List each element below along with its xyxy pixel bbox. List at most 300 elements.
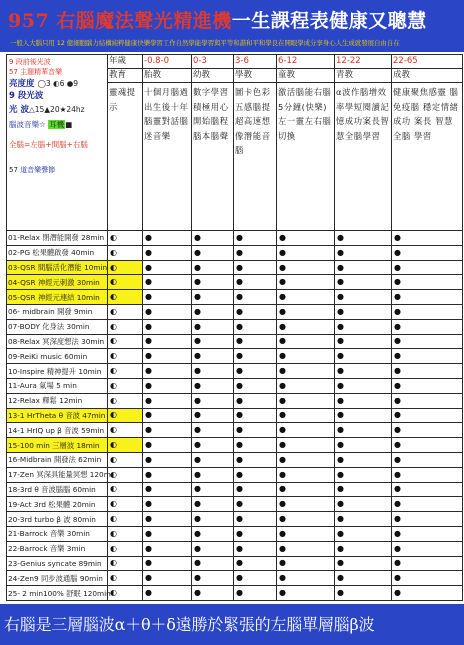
half-circle-icon: ◐ <box>108 290 143 305</box>
full-circle-icon: ● <box>277 586 335 601</box>
full-circle-icon: ● <box>392 541 463 556</box>
legend-footer-text: 道音樂聲節 <box>20 166 56 174</box>
full-circle-icon: ● <box>277 497 335 512</box>
full-circle-icon: ● <box>277 245 335 260</box>
full-circle-icon: ● <box>392 497 463 512</box>
half-circle-icon: ◐ <box>108 526 143 541</box>
track-duration: 30min <box>76 277 100 287</box>
keyword-cell-0: 教育 <box>108 69 143 83</box>
track-row <box>7 408 463 423</box>
full-circle-icon: ● <box>234 378 277 393</box>
track-name-cell <box>7 305 108 320</box>
track-row <box>7 556 463 571</box>
keyword-cell-5: 青教 <box>335 69 392 83</box>
track-row <box>7 423 463 438</box>
track-duration: 120min <box>83 588 111 598</box>
track-duration: 30min <box>66 529 90 539</box>
track-row <box>7 438 463 453</box>
track-name-cell <box>7 260 108 275</box>
full-circle-icon: ● <box>143 438 192 453</box>
half-circle-icon: ◐ <box>108 571 143 586</box>
full-circle-icon: ● <box>277 423 335 438</box>
track-row <box>7 467 463 482</box>
description-cell-2: 數字學習積極用心開始腦程腦本腦聲 <box>192 83 234 231</box>
description-cell-5: α波作腦增效率學短閱讀記憶成功案長智慧全腦學習 <box>335 83 392 231</box>
track-name-cell <box>7 467 111 482</box>
track-duration: 20min <box>72 499 96 509</box>
track-row <box>7 452 463 467</box>
track-name-cell <box>7 512 108 527</box>
legend-formula: 全腦=左腦+間腦+右腦 <box>9 140 88 149</box>
half-circle-icon: ◐ <box>108 452 143 467</box>
full-circle-icon: ● <box>392 438 463 453</box>
full-circle-icon: ● <box>143 408 192 423</box>
track-name: 15-100 min 三層波 <box>8 440 75 450</box>
light-wave-label: 光 波 <box>9 105 29 115</box>
track-duration: 30min <box>66 322 90 332</box>
full-circle-icon: ● <box>234 571 277 586</box>
track-name: 16-Midbrain 開發法 <box>8 455 76 465</box>
track-duration: 10min <box>78 366 102 376</box>
full-circle-icon: ● <box>392 290 463 305</box>
header-banner <box>0 0 464 52</box>
full-circle-icon: ● <box>392 231 463 246</box>
half-circle-icon: ◐ <box>108 349 143 364</box>
full-circle-icon: ● <box>335 438 392 453</box>
full-circle-icon: ● <box>392 586 463 601</box>
brightness-options: ◯3 ◐6 ●9 <box>37 79 79 88</box>
full-circle-icon: ● <box>143 423 192 438</box>
track-name: 08-Relax 冥深度想法 <box>8 336 79 346</box>
full-circle-icon: ● <box>234 231 277 246</box>
track-row <box>7 586 463 601</box>
track-row <box>7 245 463 260</box>
track-name: 18-3rd θ 音波腦腦 <box>8 484 71 494</box>
full-circle-icon: ● <box>234 245 277 260</box>
track-duration: 60min <box>72 484 96 494</box>
full-circle-icon: ● <box>277 334 335 349</box>
track-name: 13-1 HrTheta θ 音波 <box>8 410 80 420</box>
full-circle-icon: ● <box>234 467 277 482</box>
full-circle-icon: ● <box>392 260 463 275</box>
track-name-cell <box>7 438 108 453</box>
legend-line-1 <box>9 57 105 67</box>
legend-line-1-num: 9 <box>9 58 14 66</box>
full-circle-icon: ● <box>143 305 192 320</box>
track-name-cell <box>7 482 108 497</box>
age-cell-3: 3-6 <box>234 55 277 69</box>
full-circle-icon: ● <box>143 526 192 541</box>
full-circle-icon: ● <box>392 423 463 438</box>
track-name-cell <box>7 423 108 438</box>
description-cell-4: 激活腦能右腦5分鐘(快樂)左一靈左右腦切換 <box>277 83 335 231</box>
full-circle-icon: ● <box>192 512 234 527</box>
track-duration: 3min <box>66 544 86 554</box>
track-name: 06- midbrain 開發 <box>8 307 72 317</box>
track-name-cell <box>7 408 108 423</box>
full-circle-icon: ● <box>277 512 335 527</box>
track-duration: 80min <box>72 514 96 524</box>
legend-music <box>9 119 105 131</box>
full-circle-icon: ● <box>335 290 392 305</box>
full-circle-icon: ● <box>335 408 392 423</box>
track-name-cell <box>7 364 108 379</box>
full-circle-icon: ● <box>392 319 463 334</box>
full-circle-icon: ● <box>392 512 463 527</box>
full-circle-icon: ● <box>277 290 335 305</box>
full-circle-icon: ● <box>143 556 192 571</box>
full-circle-icon: ● <box>392 305 463 320</box>
full-circle-icon: ● <box>192 497 234 512</box>
track-duration: 40min <box>71 248 95 258</box>
legend-footer <box>9 165 105 175</box>
track-name: 10-Inspire 精神提升 <box>8 366 76 376</box>
half-circle-icon: ◐ <box>108 556 143 571</box>
full-circle-icon: ● <box>143 541 192 556</box>
full-circle-icon: ● <box>392 393 463 408</box>
full-circle-icon: ● <box>143 378 192 393</box>
age-cell-2: 0-3 <box>192 55 234 69</box>
full-circle-icon: ● <box>277 364 335 379</box>
full-circle-icon: ● <box>143 586 192 601</box>
full-circle-icon: ● <box>277 378 335 393</box>
half-circle-icon: ◐ <box>108 231 143 246</box>
full-circle-icon: ● <box>143 393 192 408</box>
brightness-label: 亮度度 <box>9 79 35 89</box>
half-circle-icon: ◐ <box>108 305 143 320</box>
track-duration: 47min <box>82 410 106 420</box>
track-row <box>7 364 463 379</box>
full-circle-icon: ● <box>234 497 277 512</box>
track-name-cell <box>7 497 108 512</box>
track-name: 12-Relax 釋鬆 <box>8 396 57 406</box>
full-circle-icon: ● <box>335 541 392 556</box>
legend-line-2-text: 主題精華音樂 <box>20 68 63 76</box>
full-circle-icon: ● <box>192 349 234 364</box>
full-circle-icon: ● <box>277 541 335 556</box>
full-circle-icon: ● <box>277 408 335 423</box>
half-circle-icon: ◐ <box>108 482 143 497</box>
full-circle-icon: ● <box>143 349 192 364</box>
full-circle-icon: ● <box>234 393 277 408</box>
track-name: 03-QSR 間腦活化潛能 <box>8 262 82 272</box>
full-circle-icon: ● <box>277 482 335 497</box>
track-row <box>7 541 463 556</box>
full-circle-icon: ● <box>335 512 392 527</box>
legend-line-1-text: 段前後光波 <box>15 58 51 66</box>
track-row <box>7 497 463 512</box>
full-circle-icon: ● <box>234 305 277 320</box>
full-circle-icon: ● <box>192 556 234 571</box>
track-name: 17-Zen 冥深具能量冥想 <box>8 470 88 480</box>
full-circle-icon: ● <box>143 245 192 260</box>
track-duration: 12min <box>59 396 83 406</box>
full-circle-icon: ● <box>277 452 335 467</box>
track-row <box>7 512 463 527</box>
full-circle-icon: ● <box>335 526 392 541</box>
full-circle-icon: ● <box>277 393 335 408</box>
full-circle-icon: ● <box>234 408 277 423</box>
full-circle-icon: ● <box>143 260 192 275</box>
legend-footer-num: 57 <box>9 166 18 174</box>
half-circle-icon: ◐ <box>108 393 143 408</box>
full-circle-icon: ● <box>392 452 463 467</box>
full-circle-icon: ● <box>392 556 463 571</box>
full-circle-icon: ● <box>335 393 392 408</box>
half-circle-icon: ◐ <box>108 319 143 334</box>
full-circle-icon: ● <box>143 482 192 497</box>
track-row <box>7 526 463 541</box>
footer-text: 右腦是三層腦波α＋θ＋δ遠勝於緊張的左腦單層腦β波 <box>4 615 375 634</box>
half-circle-icon: ◐ <box>108 364 143 379</box>
full-circle-icon: ● <box>234 541 277 556</box>
track-name: 07-BODY 化身法 <box>8 322 65 332</box>
full-circle-icon: ● <box>234 260 277 275</box>
full-circle-icon: ● <box>392 482 463 497</box>
title-main: 957 右腦魔法聲光精進機 <box>8 10 232 32</box>
full-circle-icon: ● <box>192 423 234 438</box>
track-duration: 9min <box>74 307 93 317</box>
full-circle-icon: ● <box>143 275 192 290</box>
track-name-cell <box>7 349 108 364</box>
full-circle-icon: ● <box>335 305 392 320</box>
full-circle-icon: ● <box>192 467 234 482</box>
full-circle-icon: ● <box>335 334 392 349</box>
full-circle-icon: ● <box>277 526 335 541</box>
full-circle-icon: ● <box>143 497 192 512</box>
full-circle-icon: ● <box>277 231 335 246</box>
age-cell-0: 年歲 <box>108 55 143 69</box>
full-circle-icon: ● <box>335 497 392 512</box>
track-name: 25- 2 min100% 舒眠 <box>8 588 81 598</box>
page-subtitle: 一般人大腦只用 12 億細胞腦力結構純粹健康快樂學習工作自然學能學習與平等和諧和平和學良在開眼學成分享身心人生成就發展自由自在 <box>10 39 400 47</box>
track-name: 01-Relax 閉潛能開發 <box>8 233 79 243</box>
track-row <box>7 319 463 334</box>
track-duration: 89min <box>78 558 102 568</box>
full-circle-icon: ● <box>335 556 392 571</box>
track-row <box>7 305 463 320</box>
track-name: 23-Genius syncate <box>8 558 77 568</box>
full-circle-icon: ● <box>192 231 234 246</box>
full-circle-icon: ● <box>335 378 392 393</box>
track-duration: 18min <box>76 440 100 450</box>
track-row <box>7 231 463 246</box>
full-circle-icon: ● <box>277 275 335 290</box>
track-name-cell <box>7 571 108 586</box>
music-star-icon: ☆ <box>39 120 49 129</box>
half-circle-icon: ◐ <box>108 586 143 601</box>
track-name-cell <box>7 290 108 305</box>
full-circle-icon: ● <box>192 482 234 497</box>
full-circle-icon: ● <box>143 512 192 527</box>
track-name: 20-3rd turbo β 波 <box>8 514 71 524</box>
track-name: 05-QSR 神經元連結 <box>8 292 75 302</box>
full-circle-icon: ● <box>392 364 463 379</box>
track-row <box>7 349 463 364</box>
keyword-cell-3: 學教 <box>234 69 277 83</box>
track-name: 21-Barrock 音樂 <box>8 529 65 539</box>
schedule-table <box>6 54 463 601</box>
full-circle-icon: ● <box>335 245 392 260</box>
track-name-cell <box>7 452 108 467</box>
description-cell-0: 靈魂提示 <box>108 83 143 231</box>
half-circle-icon: ◐ <box>108 497 143 512</box>
full-circle-icon: ● <box>335 275 392 290</box>
track-name: 14-1 HrIQ up β 音波 <box>8 425 79 435</box>
description-cell-3: 圖卡色彩五感腦提超高速想像潛能音腦 <box>234 83 277 231</box>
full-circle-icon: ● <box>192 571 234 586</box>
track-name-cell <box>7 275 108 290</box>
track-name: 09-ReiKi music <box>8 351 62 361</box>
full-circle-icon: ● <box>234 364 277 379</box>
full-circle-icon: ● <box>192 334 234 349</box>
full-circle-icon: ● <box>192 290 234 305</box>
full-circle-icon: ● <box>392 408 463 423</box>
footer-banner <box>0 604 464 645</box>
half-circle-icon: ◐ <box>108 245 143 260</box>
full-circle-icon: ● <box>143 334 192 349</box>
music-label: 腦波音樂 <box>9 120 39 129</box>
full-circle-icon: ● <box>335 260 392 275</box>
full-circle-icon: ● <box>192 245 234 260</box>
full-circle-icon: ● <box>234 512 277 527</box>
full-circle-icon: ● <box>192 393 234 408</box>
keyword-cell-6: 成教 <box>392 69 463 83</box>
full-circle-icon: ● <box>234 438 277 453</box>
full-circle-icon: ● <box>143 452 192 467</box>
legend-light-wave <box>9 103 105 116</box>
full-circle-icon: ● <box>335 349 392 364</box>
track-row <box>7 275 463 290</box>
legend-light: 9 段光波 <box>9 91 44 101</box>
full-circle-icon: ● <box>392 349 463 364</box>
full-circle-icon: ● <box>234 586 277 601</box>
full-circle-icon: ● <box>192 260 234 275</box>
full-circle-icon: ● <box>192 526 234 541</box>
full-circle-icon: ● <box>143 571 192 586</box>
full-circle-icon: ● <box>234 334 277 349</box>
full-circle-icon: ● <box>277 260 335 275</box>
half-circle-icon: ◐ <box>108 512 143 527</box>
full-circle-icon: ● <box>234 556 277 571</box>
track-duration: 90min <box>79 573 103 583</box>
full-circle-icon: ● <box>143 231 192 246</box>
half-circle-icon: ◐ <box>108 408 143 423</box>
track-name: 11-Aura 氣場 <box>8 381 54 391</box>
track-name-cell <box>7 586 111 601</box>
full-circle-icon: ● <box>335 586 392 601</box>
full-circle-icon: ● <box>335 423 392 438</box>
half-circle-icon: ◐ <box>108 541 143 556</box>
full-circle-icon: ● <box>335 452 392 467</box>
track-duration: 30min <box>81 336 105 346</box>
full-circle-icon: ● <box>335 467 392 482</box>
track-name-cell <box>7 556 108 571</box>
age-cell-4: 6-12 <box>277 55 335 69</box>
full-circle-icon: ● <box>335 231 392 246</box>
track-name-cell <box>7 319 108 334</box>
half-circle-icon: ◐ <box>108 378 143 393</box>
age-cell-6: 22-65 <box>392 55 463 69</box>
legend-line-2-num: 57 <box>9 68 18 76</box>
full-circle-icon: ● <box>277 438 335 453</box>
full-circle-icon: ● <box>234 526 277 541</box>
light-options: △15▲20★24hz <box>28 105 85 114</box>
full-circle-icon: ● <box>335 571 392 586</box>
full-circle-icon: ● <box>392 334 463 349</box>
track-name: 02-PG 松果體啟發 <box>8 248 69 258</box>
ear-label: 耳機 <box>49 120 65 129</box>
full-circle-icon: ● <box>234 349 277 364</box>
track-name: 24-Zen9 同步波通腦 <box>8 573 78 583</box>
track-row <box>7 290 463 305</box>
full-circle-icon: ● <box>234 423 277 438</box>
full-circle-icon: ● <box>277 556 335 571</box>
full-circle-icon: ● <box>192 452 234 467</box>
age-cell-1: -0.8-0 <box>143 55 192 69</box>
full-circle-icon: ● <box>335 319 392 334</box>
track-name-cell <box>7 393 108 408</box>
full-circle-icon: ● <box>234 452 277 467</box>
track-name-cell <box>7 541 108 556</box>
legend-line-2 <box>9 67 105 77</box>
keyword-cell-1: 胎教 <box>143 69 192 83</box>
full-circle-icon: ● <box>277 467 335 482</box>
full-circle-icon: ● <box>143 319 192 334</box>
full-circle-icon: ● <box>192 586 234 601</box>
full-circle-icon: ● <box>277 571 335 586</box>
track-duration: 62min <box>78 455 102 465</box>
page-title <box>8 6 458 36</box>
full-circle-icon: ● <box>392 275 463 290</box>
track-duration: 60min <box>64 351 88 361</box>
full-circle-icon: ● <box>335 482 392 497</box>
full-circle-icon: ● <box>277 349 335 364</box>
track-duration: 120m <box>89 470 111 480</box>
full-circle-icon: ● <box>143 467 192 482</box>
track-duration: 10min <box>84 262 108 272</box>
full-circle-icon: ● <box>192 408 234 423</box>
full-circle-icon: ● <box>234 482 277 497</box>
full-circle-icon: ● <box>234 275 277 290</box>
full-circle-icon: ● <box>392 467 463 482</box>
track-name-cell <box>7 245 108 260</box>
track-row <box>7 393 463 408</box>
full-circle-icon: ● <box>234 290 277 305</box>
keyword-cell-2: 幼教 <box>192 69 234 83</box>
track-duration: 28min <box>81 233 105 243</box>
track-name-cell <box>7 334 108 349</box>
track-name-cell <box>7 231 108 246</box>
half-circle-icon: ◐ <box>108 423 143 438</box>
track-name: 04-QSR 神經元刺激 <box>8 277 75 287</box>
track-duration: 59min <box>81 425 105 435</box>
full-circle-icon: ● <box>392 245 463 260</box>
full-circle-icon: ● <box>192 541 234 556</box>
full-circle-icon: ● <box>277 319 335 334</box>
description-cell-6: 健康聚焦感靈 腦免疫腦 穩定情緒成功 案長 智慧 全腦 學習 <box>392 83 463 231</box>
full-circle-icon: ● <box>234 319 277 334</box>
full-circle-icon: ● <box>277 305 335 320</box>
full-circle-icon: ● <box>192 364 234 379</box>
track-row <box>7 482 463 497</box>
track-name: 19-Act 3rd 松果體 <box>8 499 71 509</box>
half-circle-icon: ◐ <box>108 334 143 349</box>
track-row <box>7 260 463 275</box>
full-circle-icon: ● <box>392 526 463 541</box>
track-name: 22-Barrock 音樂 <box>8 544 65 554</box>
description-cell-1: 十個月腦過出生後十年腦靈對話腦迷音樂 <box>143 83 192 231</box>
